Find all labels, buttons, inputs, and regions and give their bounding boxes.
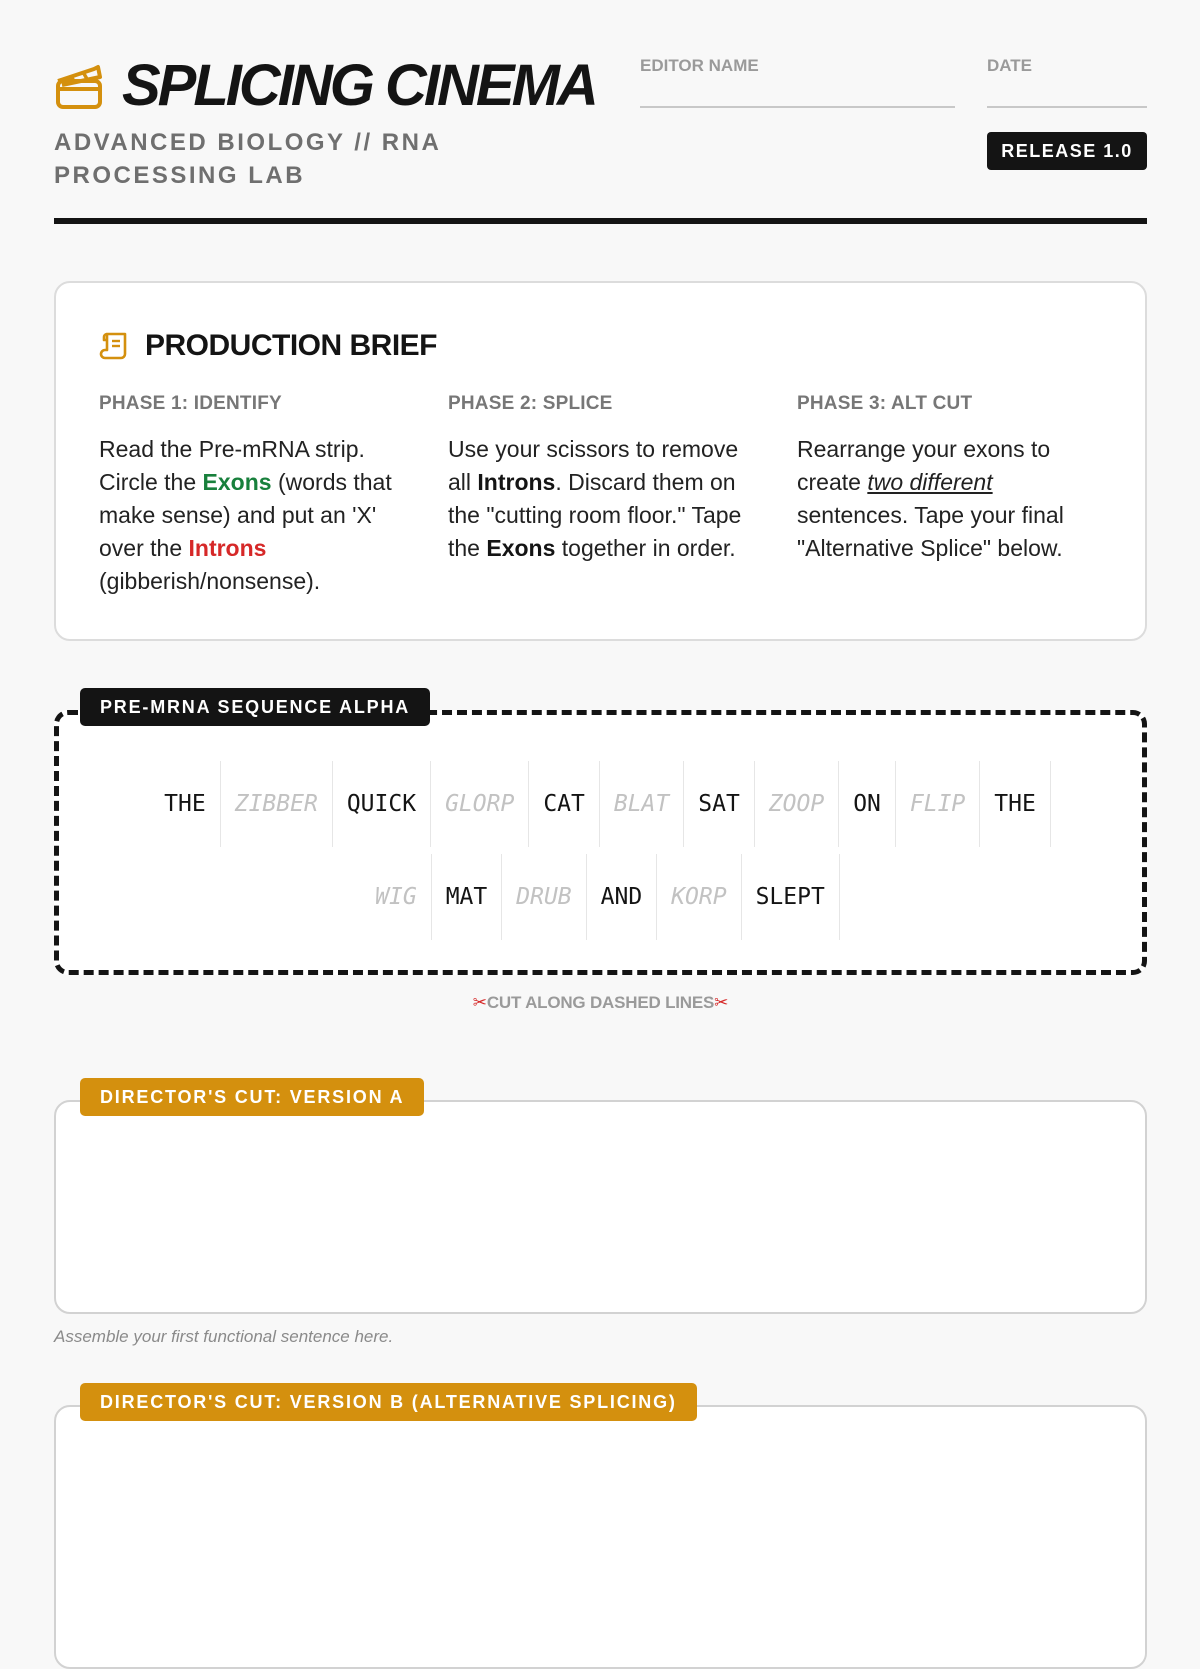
exon-token[interactable]: THE [150, 761, 221, 847]
logo-row [54, 53, 614, 118]
phase-2-text-b: . Discard them on the "cutting room floor." Tape the [448, 469, 742, 561]
header [54, 53, 1147, 226]
phase-1-text [99, 433, 399, 598]
exon-token[interactable]: MAT [432, 854, 503, 940]
pre-mrna-strip [54, 710, 1147, 975]
intron-token[interactable]: WIG [361, 854, 432, 940]
worksheet-page [54, 0, 1147, 1600]
cut-note-text: CUT ALONG DASHED LINES [486, 993, 715, 1012]
exon-token[interactable]: CAT [529, 761, 600, 847]
phase-3-text-a: Rearrange your exons to create [797, 436, 1051, 495]
intron-token[interactable]: KORP [657, 854, 741, 940]
phase-2-text [448, 433, 748, 565]
phase-2-text-a: Use your scissors to remove all [448, 436, 739, 495]
intron-token[interactable]: BLAT [600, 761, 684, 847]
intron-token[interactable]: ZIBBER [221, 761, 333, 847]
exon-token[interactable]: SLEPT [742, 854, 840, 940]
release-badge: RELEASE 1.0 [987, 132, 1147, 170]
editor-name-line[interactable] [640, 106, 955, 108]
clapperboard-icon [54, 61, 104, 111]
cut-instruction [54, 993, 1147, 1013]
phase-1 [99, 393, 399, 598]
brand [54, 53, 614, 192]
introns-term: Introns [188, 535, 267, 561]
date-line[interactable] [987, 106, 1147, 108]
sequence-row-2 [59, 854, 1142, 940]
phase-3-text [797, 433, 1097, 565]
sequence-row-1 [59, 761, 1142, 847]
exon-token[interactable]: SAT [684, 761, 755, 847]
exon-token[interactable]: ON [839, 761, 896, 847]
brief-title: PRODUCTION BRIEF [145, 329, 437, 362]
phase-2-label: PHASE 2: SPLICE [448, 393, 613, 414]
phase-2 [448, 393, 748, 565]
app-title: SPLICING CINEMA [122, 53, 596, 118]
intron-token[interactable]: FLIP [896, 761, 980, 847]
version-a-answer-box[interactable] [54, 1100, 1147, 1314]
exon-token[interactable]: AND [587, 854, 658, 940]
version-b-answer-box[interactable] [54, 1405, 1147, 1669]
sequence-tag: PRE-MRNA SEQUENCE ALPHA [80, 688, 430, 726]
date-field[interactable] [987, 56, 1147, 108]
phase-1-text-b: (words that make sense) and put an 'X' over the [99, 469, 392, 561]
phase-3-label: PHASE 3: ALT CUT [797, 393, 973, 414]
phase-3-text-b: sentences. Tape your final "Alternative Splice" below. [797, 502, 1064, 561]
intron-token[interactable]: GLORP [431, 761, 529, 847]
production-brief-card [54, 281, 1147, 641]
intron-token[interactable]: DRUB [502, 854, 586, 940]
two-different-emphasis: two different [867, 469, 993, 495]
phase-2-text-c: together in order. [555, 535, 736, 561]
phase-1-text-a: Read the Pre-mRNA strip. Circle the [99, 436, 365, 495]
editor-name-field[interactable] [640, 56, 955, 108]
introns-term: Introns [477, 469, 556, 495]
intron-token[interactable]: ZOOP [755, 761, 839, 847]
date-label: DATE [987, 56, 1033, 75]
header-divider [54, 218, 1147, 224]
exons-term: Exons [486, 535, 556, 561]
editor-name-label: EDITOR NAME [640, 56, 759, 75]
phase-1-text-c: (gibberish/nonsense). [99, 568, 321, 594]
scroll-icon [99, 330, 131, 362]
page-subtitle: ADVANCED BIOLOGY // RNA PROCESSING LAB [54, 129, 441, 189]
exons-term: Exons [202, 469, 272, 495]
phase-3 [797, 393, 1097, 565]
version-b-tag: DIRECTOR'S CUT: VERSION B (ALTERNATIVE SPLICING) [80, 1383, 697, 1421]
exon-token[interactable]: QUICK [333, 761, 431, 847]
version-a-tag: DIRECTOR'S CUT: VERSION A [80, 1078, 424, 1116]
version-a-hint: Assemble your first functional sentence here. [54, 1327, 394, 1346]
scissors-icon: ✂ [472, 993, 487, 1012]
exon-token[interactable]: THE [980, 761, 1051, 847]
phase-1-label: PHASE 1: IDENTIFY [99, 393, 282, 414]
brief-header [99, 329, 437, 363]
scissors-icon: ✂ [714, 993, 729, 1012]
